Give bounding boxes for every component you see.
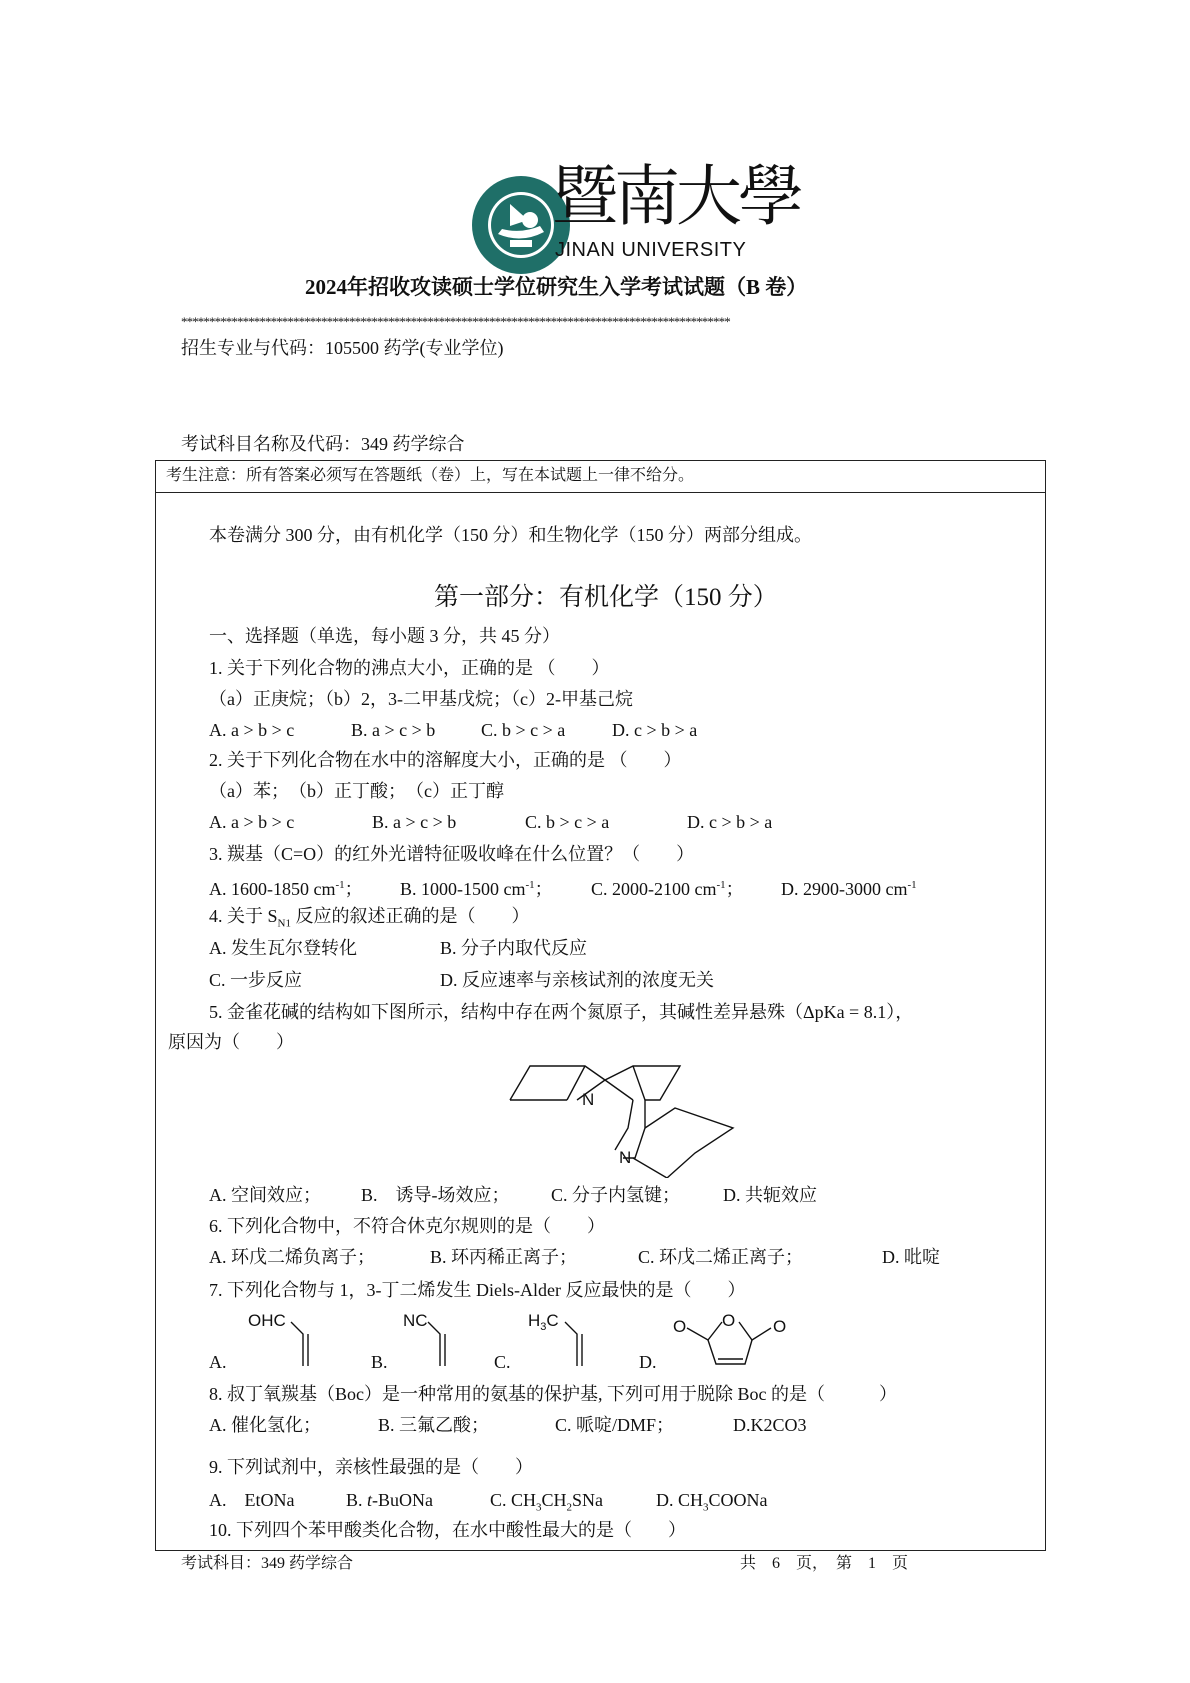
logo-chinese-name: 暨南大學	[552, 158, 800, 235]
q7-label-a: A.	[209, 1352, 227, 1372]
major-code: 招生专业与代码：105500 药学(专业学位)	[181, 338, 504, 358]
q3-option-d: D. 2900-3000 $cm^{-1}$	[781, 879, 917, 899]
q9-option-c: C. $CH_3CH_2SNa$	[490, 1490, 604, 1514]
q3-stem: 3. 羰基（C=O）的红外光谱特征吸收峰在什么位置？（ ）	[209, 844, 695, 864]
q1-compounds: （a）正庚烷；（b）2，3-二甲基戊烷；（c）2-甲基己烷	[209, 689, 633, 709]
q1-stem: 1. 关于下列化合物的沸点大小，正确的是 （ ）	[209, 658, 610, 678]
q1-option-c: C. b > c > a	[481, 720, 566, 740]
q5-option-c: C. 分子内氢键；	[551, 1185, 681, 1205]
q4-option-c: C. 一步反应	[209, 970, 303, 990]
q4-stem: 4. 关于 $S_{N1}$ 反应的叙述正确的是（ ）	[209, 906, 530, 930]
q2-compounds: （a）苯； （b）正丁酸； （c）正丁醇	[209, 781, 504, 801]
propene-structure	[525, 1308, 595, 1372]
q6-stem: 6. 下列化合物中，不符合休克尔规则的是（ ）	[209, 1216, 605, 1236]
svg-text:O: O	[673, 1317, 687, 1336]
acrylonitrile-structure	[400, 1308, 460, 1372]
q1-option-d: D. c > b > a	[612, 720, 698, 740]
q9-option-a: A. EtONa	[209, 1490, 295, 1510]
q7-label-b: B.	[371, 1352, 388, 1372]
q8-option-d: D.K2CO3	[733, 1415, 807, 1435]
q6-option-d: D. 吡啶	[882, 1247, 940, 1267]
nitrogen-label: N	[619, 1148, 632, 1167]
q4-option-b: B. 分子内取代反应	[440, 938, 588, 958]
q2-option-c: C. b > c > a	[525, 812, 610, 832]
q7-stem: 7. 下列化合物与 1，3-丁二烯发生 Diels-Alder 反应最快的是（ ）	[209, 1280, 746, 1300]
nitrogen-label: N	[582, 1090, 595, 1109]
q1-option-b: B. a > c > b	[351, 720, 436, 740]
q7-label-d: D.	[639, 1352, 657, 1372]
intro-text: 本卷满分 300 分，由有机化学（150 分）和生物化学（150 分）两部分组成。	[209, 525, 812, 545]
q8-option-b: B. 三氟乙酸；	[378, 1415, 490, 1435]
exam-title: 2024年招收攻读硕士学位研究生入学考试试题（B 卷）	[305, 275, 808, 299]
q4-option-a: A. 发生瓦尔登转化	[209, 938, 357, 958]
q2-option-b: B. a > c > b	[372, 812, 457, 832]
sparteine-structure	[505, 1058, 740, 1178]
svg-text:NC: NC	[403, 1311, 428, 1330]
q8-option-a: A. 催化氢化；	[209, 1415, 321, 1435]
q1-option-a: A. a > b > c	[209, 720, 295, 740]
q2-stem: 2. 关于下列化合物在水中的溶解度大小，正确的是 （ ）	[209, 750, 682, 770]
logo-english-name: JINAN UNIVERSITY	[555, 239, 747, 261]
q5-stem: 5. 金雀花碱的结构如下图所示，结构中存在两个氮原子，其碱性差异悬殊（ΔpKa = 8.1），	[209, 1002, 914, 1022]
q2-option-a: A. a > b > c	[209, 812, 295, 832]
q9-option-b: B. t-BuONa	[346, 1490, 434, 1510]
notice-divider	[155, 492, 1046, 493]
svg-text:H3C: $H_3C$	[528, 1311, 559, 1333]
q5-option-d: D. 共轭效应	[723, 1185, 817, 1205]
part-heading: 一、选择题（单选，每小题 3 分，共 45 分）	[209, 626, 560, 646]
q8-option-c: C. 哌啶/DMF；	[555, 1415, 675, 1435]
q4-option-d: D. 反应速率与亲核试剂的浓度无关	[440, 970, 714, 990]
svg-text:O: O	[773, 1317, 787, 1336]
svg-text:O: O	[722, 1311, 736, 1330]
footer-page-number: 共 6 页， 第 1 页	[740, 1555, 909, 1572]
q6-option-c: C. 环戊二烯正离子；	[638, 1247, 804, 1267]
footer-subject: 考试科目：349 药学综合	[181, 1555, 354, 1572]
q6-option-b: B. 环丙稀正离子；	[430, 1247, 578, 1267]
star-divider: **************************************************************************************************	[181, 314, 730, 329]
q8-stem: 8. 叔丁氧羰基（Boc）是一种常用的氨基的保护基, 下列可用于脱除 Boc 的是（ ）	[209, 1384, 897, 1404]
candidate-notice: 考生注意：所有答案必须写在答题纸（卷）上，写在本试题上一律不给分。	[166, 467, 695, 484]
q5-stem-continued: 原因为（ ）	[168, 1032, 294, 1052]
q7-label-c: C.	[494, 1352, 511, 1372]
q6-option-a: A. 环戊二烯负离子；	[209, 1247, 375, 1267]
q5-option-b: B. 诱导-场效应；	[361, 1185, 510, 1205]
q5-option-a: A. 空间效应；	[209, 1185, 321, 1205]
q9-option-d: D. $CH_3COONa$	[656, 1490, 768, 1514]
q2-option-d: D. c > b > a	[687, 812, 773, 832]
q3-option-a: A. 1600-1850 $cm^{-1}$；	[209, 879, 363, 899]
maleic-anhydride-structure	[670, 1308, 795, 1372]
q9-stem: 9. 下列试剂中，亲核性最强的是（ ）	[209, 1457, 533, 1477]
q10-stem: 10. 下列四个苯甲酸类化合物，在水中酸性最大的是（ ）	[209, 1520, 686, 1540]
svg-text:OHC: OHC	[248, 1311, 286, 1330]
subject-code: 考试科目名称及代码：349 药学综合	[181, 434, 465, 454]
q3-option-c: C. 2000-2100 $cm^{-1}$；	[591, 879, 744, 899]
section-title: 第一部分：有机化学（150 分）	[434, 584, 778, 611]
acrolein-structure	[245, 1308, 325, 1372]
q3-option-b: B. 1000-1500 $cm^{-1}$；	[400, 879, 553, 899]
